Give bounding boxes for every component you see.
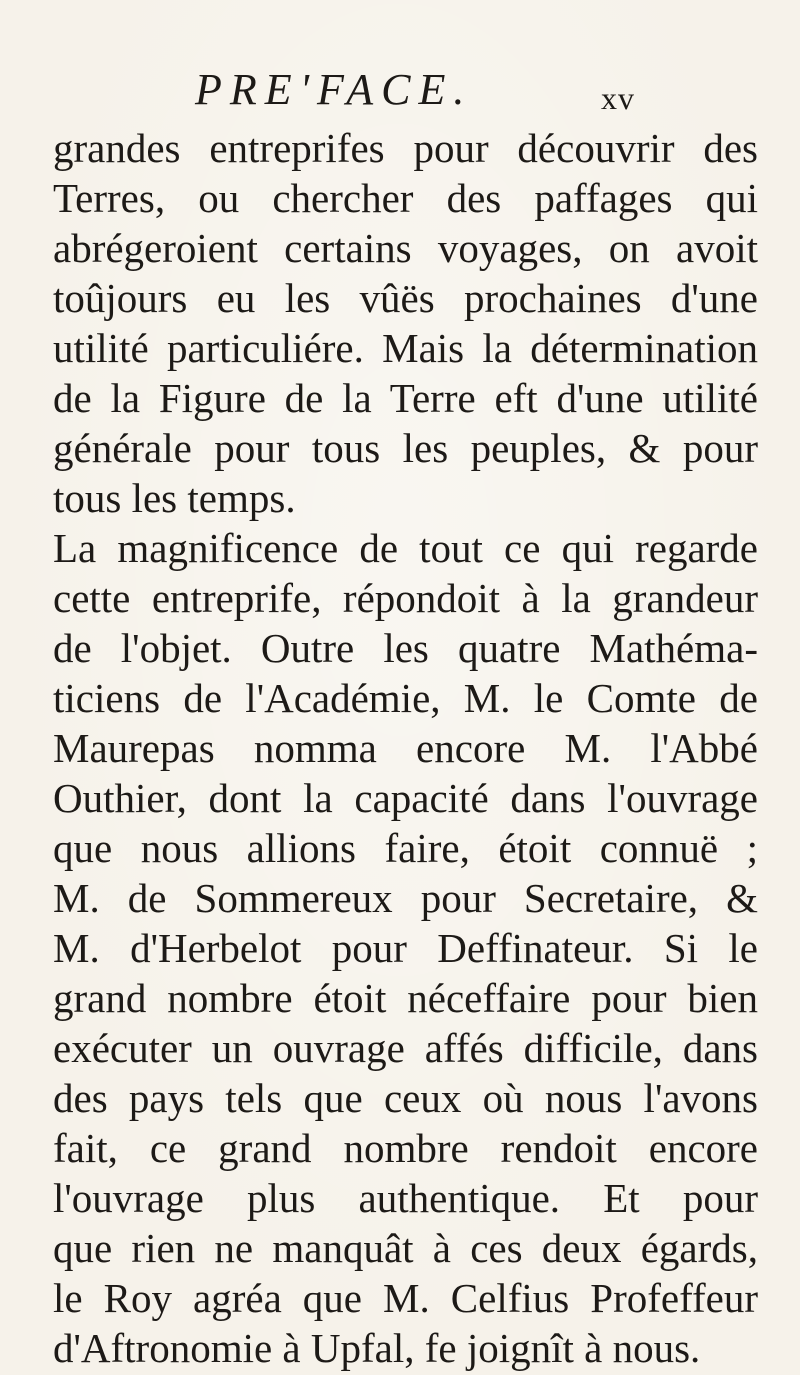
text-line: que rien ne manquât à ces deux égards, bbox=[53, 1225, 758, 1271]
text-line: tous les temps. bbox=[53, 475, 296, 521]
running-title: PRE'FACE. bbox=[195, 65, 473, 114]
text-line: de la Figure de la Terre eft d'une utilité bbox=[53, 375, 758, 421]
text-line: Terres, ou chercher des paffages qui bbox=[53, 175, 758, 221]
text-line: M. de Sommereux pour Secretaire, & bbox=[53, 875, 758, 921]
text-line: Maurepas nomma encore M. l'Abbé bbox=[53, 725, 758, 771]
text-line: cette entreprife, répondoit à la grandeur bbox=[53, 575, 758, 621]
text-line: l'ouvrage plus authentique. Et pour bbox=[53, 1175, 758, 1221]
text-line: La magnificence de tout ce qui regarde bbox=[53, 525, 758, 571]
text-line: grandes entreprifes pour découvrir des bbox=[53, 125, 758, 171]
text-line: d'Aftronomie à Upfal, fe joignît à nous. bbox=[53, 1325, 701, 1371]
text-line: abrégeroient certains voyages, on avoit bbox=[53, 225, 758, 271]
body-text bbox=[53, 123, 758, 1373]
running-head bbox=[195, 60, 635, 120]
text-line: M. d'Herbelot pour Deffinateur. Si le bbox=[53, 925, 758, 971]
text-line: toûjours eu les vûës prochaines d'une bbox=[53, 275, 758, 321]
text-line: fait, ce grand nombre rendoit encore bbox=[53, 1125, 758, 1171]
text-line: grand nombre étoit néceffaire pour bien bbox=[53, 975, 758, 1021]
text-line: que nous allions faire, étoit connuë ; bbox=[53, 825, 758, 871]
text-line: le Roy agréa que M. Celfius Profeffeur bbox=[53, 1275, 758, 1321]
page-number: xv bbox=[601, 80, 635, 116]
text-line: exécuter un ouvrage affés difficile, dans bbox=[53, 1025, 758, 1071]
text-line: de l'objet. Outre les quatre Mathéma- bbox=[53, 625, 758, 671]
text-line: Outhier, dont la capacité dans l'ouvrage bbox=[53, 775, 758, 821]
text-line: ticiens de l'Académie, M. le Comte de bbox=[53, 675, 758, 721]
text-line: des pays tels que ceux où nous l'avons bbox=[53, 1075, 758, 1121]
text-line: générale pour tous les peuples, & pour bbox=[53, 425, 758, 471]
text-line: utilité particuliére. Mais la détermination bbox=[53, 325, 758, 371]
